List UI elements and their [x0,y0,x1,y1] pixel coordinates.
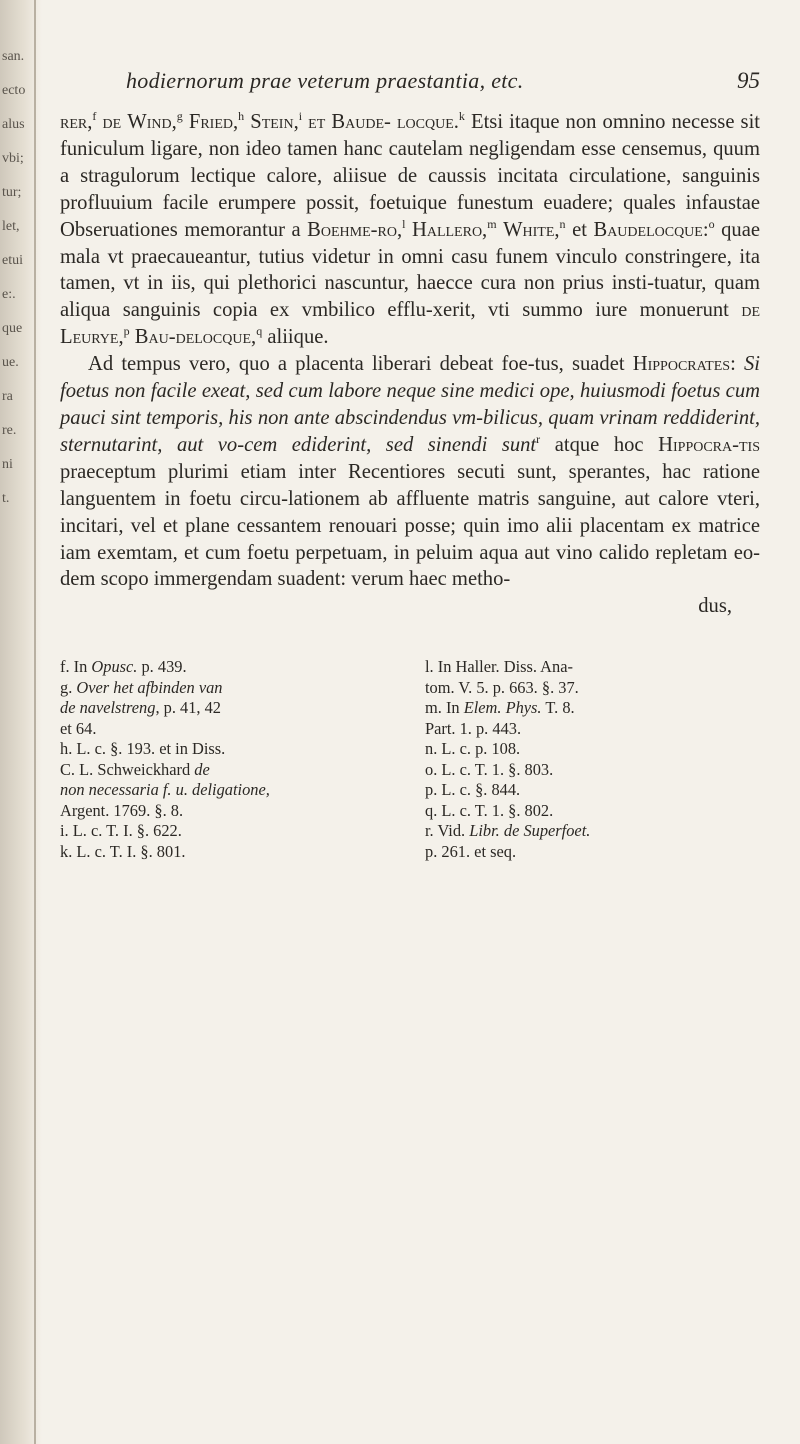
running-title: hodiernorum prae veterum praestantia, etc. [126,68,524,93]
author-name: Wind, [127,111,177,133]
bleed-fragment: ue. [2,355,19,370]
bleed-fragment: let, [2,219,20,234]
footnote-line: et 64. [60,718,97,738]
footnote-line: p. L. c. §. 844. [425,780,521,800]
text-run: Ad tempus vero, quo a placenta liberari debeat foe-tus, suadet [88,353,625,376]
footnote-line: k. L. c. T. I. §. 801. [60,841,186,861]
footnote-line: i. L. c. T. I. §. 622. [60,821,182,841]
footnote-line: p. 261. et seq. [425,841,517,861]
footnote-ref: m [487,216,497,231]
text-run: Etsi itaque non omnino necesse sit funiculum ligare, non ideo tamen hanc cautelam negligendam esse censemus, quum a stragulorum lectique calore, aliisue de caussis incitata circulatione, sanguinis profluuium facile erumpere possit, foetuique funestum euadere; quales infaustae Obseruationes memorantur a [60,111,761,241]
footnote-ref: p [123,324,130,339]
footnote-ref: q [256,324,263,339]
footnote-line: n. L. c. p. 108. [425,739,521,759]
author-name: Bau-delocque, [134,326,257,349]
bleed-fragment: alus [2,117,25,132]
text-run: aliique. [267,326,329,349]
bleed-fragment: san. [2,49,25,64]
bleed-fragment: ni [2,457,13,472]
bleed-fragment: ra [2,389,13,404]
footnote-line: o. L. c. T. 1. §. 803. [425,759,554,779]
bleed-fragment: re. [2,423,17,438]
page-header [60,60,760,100]
bleed-fragment: etui [2,253,23,268]
bleed-fragment: tur; [2,185,22,200]
author-name: Baudelocque: [593,218,709,241]
author-name: Hippocrates: [632,353,736,376]
page-number: 95 [737,68,760,93]
footnote-line: l. In Haller. Diss. Ana- [425,657,573,677]
author-name: Hippocra-tis [658,433,760,456]
facing-page-bleed [2,40,36,516]
author-name: Boehme-ro, [307,218,403,241]
text-run: de [741,299,761,322]
text-run: rer, [60,111,93,133]
bleed-fragment: e:. [2,287,16,302]
footnote-ref: i [298,109,303,124]
author-name: Leurye, [60,326,124,349]
author-name: Stein, [250,111,299,133]
author-name: Fried, [188,111,239,133]
footnote-line: Part. 1. p. 443. [425,718,522,738]
author-name: et Baude- [308,111,391,133]
footnote-ref: n [559,216,566,231]
author-name: locque. [396,111,459,133]
author-name: Hallero, [411,218,488,241]
text-run: atque hoc [554,433,644,456]
footnote-line: C. L. Schweickhard de [60,759,210,779]
bleed-fragment: vbi; [2,151,24,166]
catchword: dus, [698,595,732,618]
bleed-fragment: ecto [2,83,26,98]
footnotes-right-column [425,657,760,862]
footnote-line: de navelstreng, p. 41, 42 [60,698,221,718]
footnotes [60,657,760,862]
footnote-line: r. Vid. Libr. de Superfoet. [425,821,591,841]
footnote-ref: g [176,109,183,124]
text-run: et [572,218,587,241]
footnote-line: non necessaria f. u. deligatione, [60,780,270,800]
text-run: quae mala vt praecaueantur, tutius videtur in omni casu funem vinculo constringere, ita tamen, vt in iis, qui plethorici nascuntur, haecce cura non prius insti-tuatur, quam aliqua sanguinis copia ex vmbilico efflu-xerit, vti summo iure monuerunt [60,218,760,322]
footnote-line: g. Over het afbinden van [60,677,223,697]
footnote-ref: h [238,109,245,124]
main-text [60,109,760,620]
footnotes-left-column [60,657,395,862]
hippocratic-quote: Si foetus non facile exeat, sed cum labore neque sine medici ope, huiusmodi foetus cum pauci sint temporis, his non ante abscindendus vm-bilicus, quam vrinam reddiderint, sternutarint, aut vo-cem ediderint, sed sinendi sunt [60,353,760,456]
bleed-fragment: que [2,321,23,336]
footnote-line: m. In Elem. Phys. T. 8. [425,698,575,718]
paragraph [60,109,760,351]
footnote-ref: r [536,432,541,447]
footnote-line: q. L. c. T. 1. §. 802. [425,800,554,820]
footnote-line: f. In Opusc. p. 439. [60,657,187,677]
footnote-ref: l [402,216,406,231]
footnote-ref: k [458,109,465,124]
footnote-ref: f [92,109,97,124]
footnote-line: tom. V. 5. p. 663. §. 37. [425,677,579,697]
footnote-line: h. L. c. §. 193. et in Diss. [60,739,226,759]
book-page [60,60,760,862]
author-name: White, [503,218,560,241]
footnote-ref: o [708,216,715,231]
text-run: de [102,111,122,133]
text-run: praeceptum plurimi etiam inter Recentiores secuti sunt, sperantes, hac ratione languentem in foetu circu-lationem ab affluente matris sanguine, aut calore vteri, incitari, vel et plane cessantem renouari posse; quin imo alii placentam ex matrice iam exemtam, et cum foetu perpetuam, in peluim aqua aut vino calido repletam eo-dem scopo immergendam suadent: verum haec metho- [60,460,760,591]
bleed-fragment: t. [2,491,10,506]
paragraph [60,351,760,593]
footnote-line: Argent. 1769. §. 8. [60,800,184,820]
